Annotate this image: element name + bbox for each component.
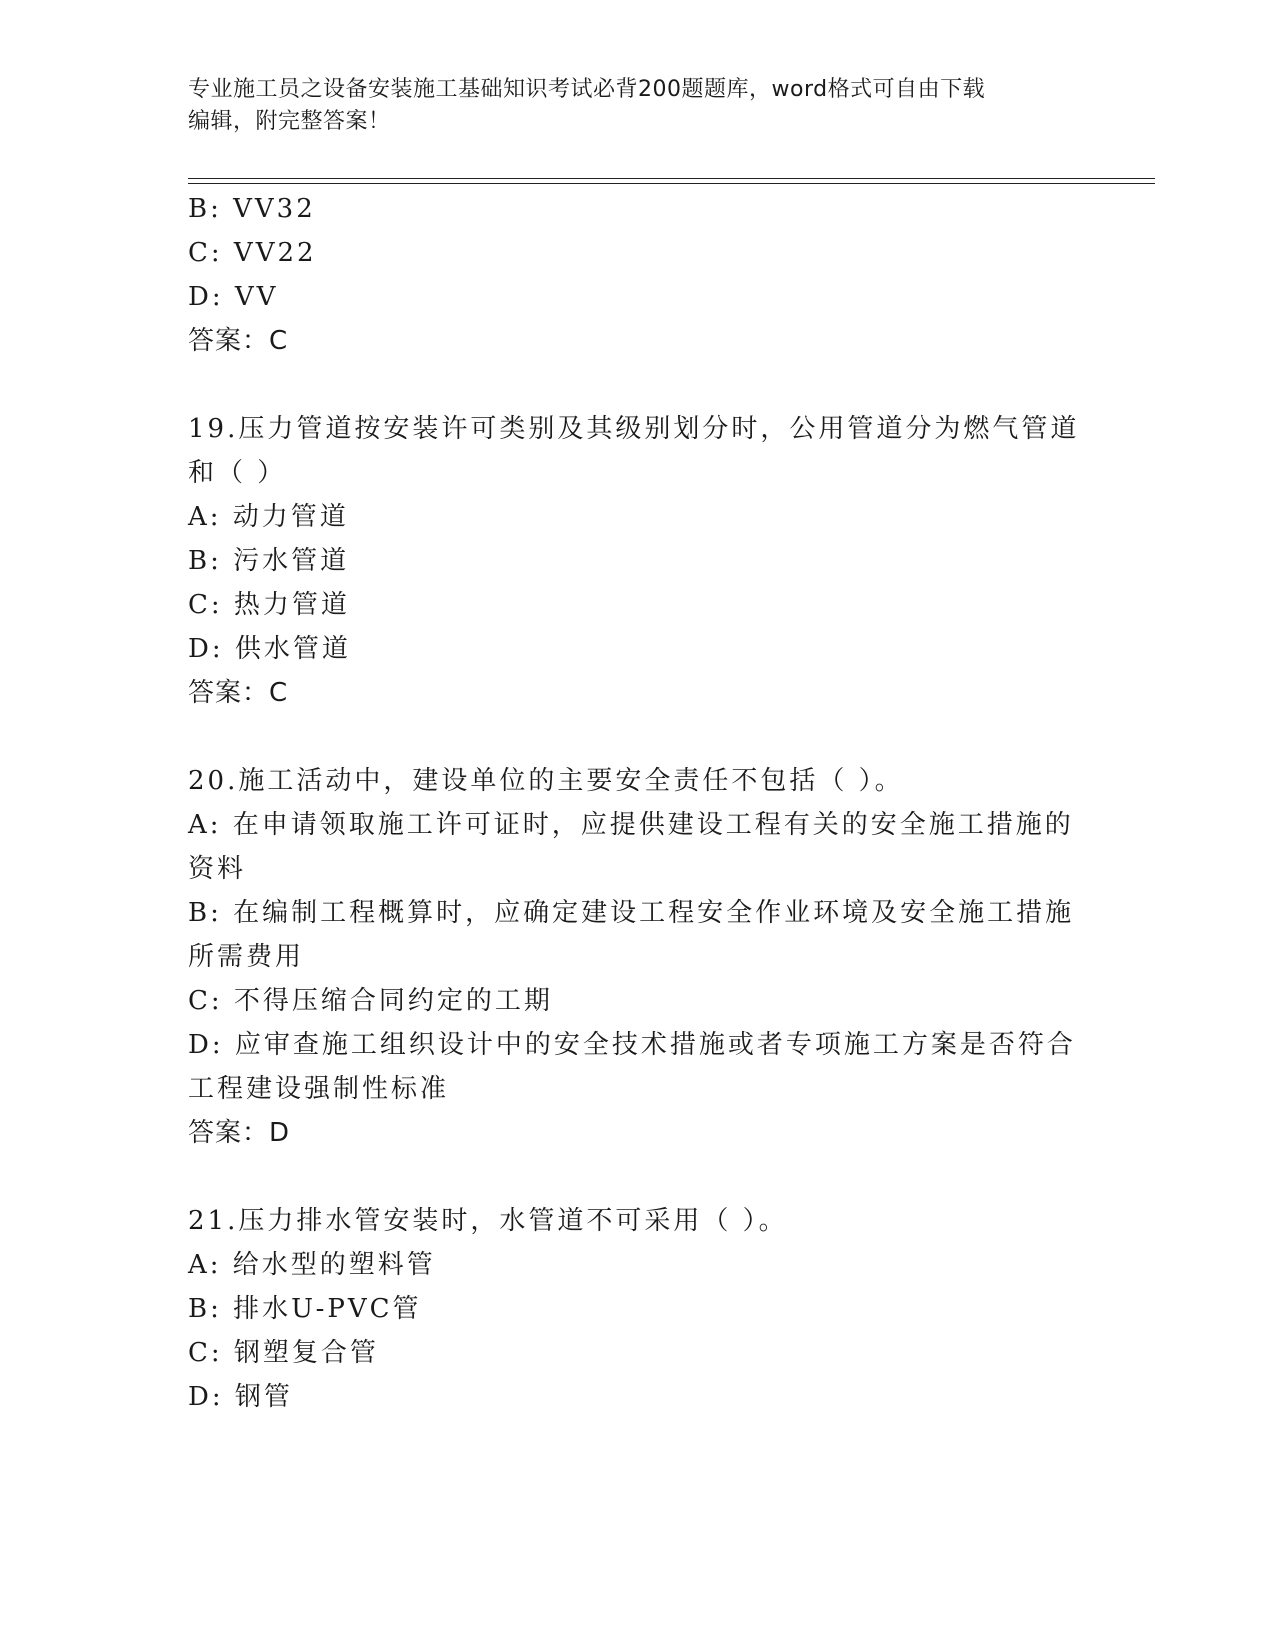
q21-option-c: C: 钢塑复合管 [188, 1338, 379, 1368]
q21-option-d: D: 钢管 [188, 1382, 293, 1412]
q19-option-a: A: 动力管道 [188, 502, 349, 532]
q20-option-b-line-1: B: 在编制工程概算时，应确定建设工程安全作业环境及安全施工措施 [188, 898, 1075, 928]
q20-option-b-line-2: 所需费用 [188, 942, 305, 972]
q20-stem: 20.施工活动中，建设单位的主要安全责任不包括（ ）。 [188, 766, 904, 796]
q19-option-d: D: 供水管道 [188, 634, 351, 664]
q20-answer: 答案：D [188, 1118, 291, 1148]
q21-option-a: A: 给水型的塑料管 [188, 1250, 436, 1280]
q18-answer: 答案：C [188, 326, 289, 356]
q20-option-a-line-2: 资料 [188, 854, 247, 884]
document-header [188, 74, 1068, 138]
q19-stem-line-2: 和（ ） [188, 458, 287, 488]
header-line-2: 编辑，附完整答案！ [188, 109, 391, 134]
q18-option-d: D: VV [188, 282, 279, 312]
q20-option-d-line-2: 工程建设强制性标准 [188, 1074, 450, 1104]
q21-stem: 21.压力排水管安装时，水管道不可采用（ ）。 [188, 1206, 788, 1236]
q20-option-d-line-1: D: 应审查施工组织设计中的安全技术措施或者专项施工方案是否符合 [188, 1030, 1076, 1060]
q19-stem-line-1: 19.压力管道按安装许可类别及其级别划分时，公用管道分为燃气管道 [188, 414, 1080, 444]
q20-option-c: C: 不得压缩合同约定的工期 [188, 986, 553, 1016]
header-divider-bottom [188, 183, 1155, 184]
q19-option-b: B: 污水管道 [188, 546, 350, 576]
header-line-1: 专业施工员之设备安装施工基础知识考试必背200题题库，word格式可自由下载 [188, 77, 986, 102]
q19-option-c: C: 热力管道 [188, 590, 350, 620]
q18-option-b: B: VV32 [188, 194, 316, 224]
q18-option-c: C: VV22 [188, 238, 317, 268]
header-divider-top [188, 178, 1155, 179]
q21-option-b: B: 排水U-PVC管 [188, 1294, 422, 1324]
q20-option-a-line-1: A: 在申请领取施工许可证时，应提供建设工程有关的安全施工措施的 [188, 810, 1074, 840]
q19-answer: 答案：C [188, 678, 289, 708]
